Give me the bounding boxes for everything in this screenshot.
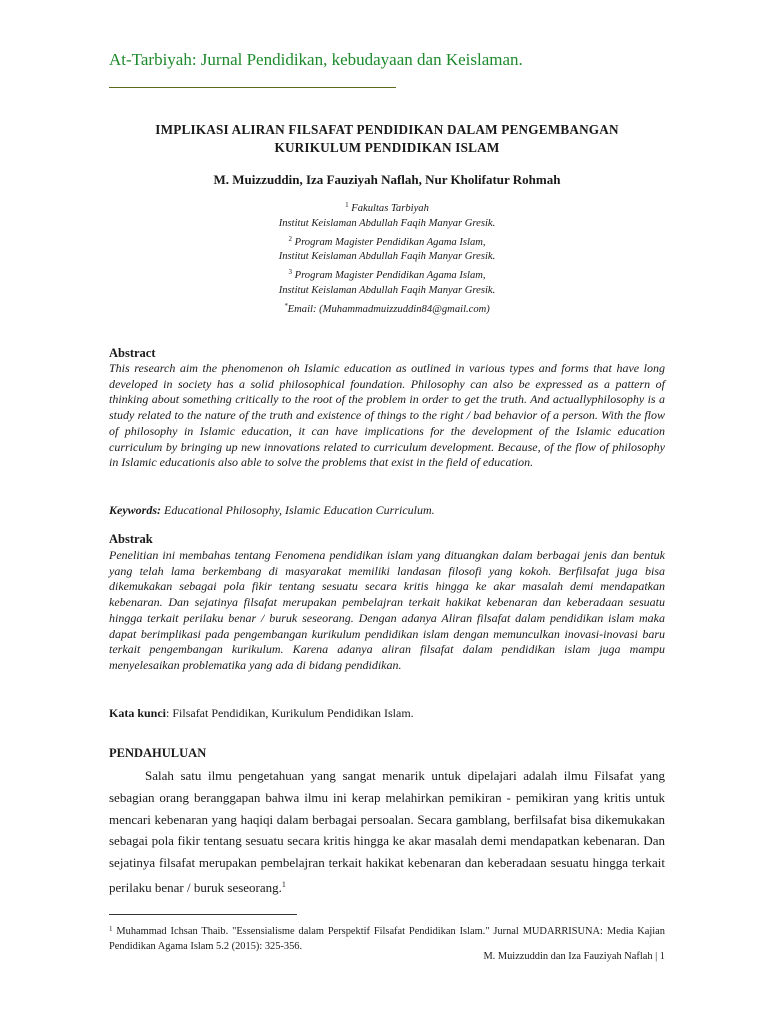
affiliation-3-institution: Institut Keislaman Abdullah Faqih Manyar Gresik. <box>278 284 496 296</box>
paper-title-line-2: KURIKULUM PENDIDIKAN ISLAM <box>274 140 500 155</box>
keywords-line <box>109 503 435 518</box>
footnote-ref-1[interactable]: 1 <box>281 879 286 889</box>
paper-title-line-1: IMPLIKASI ALIRAN FILSAFAT PENDIDIKAN DALAM PENGEMBANGAN <box>155 122 619 137</box>
corresponding-email <box>109 302 665 315</box>
footnote-text: Muhammad Ichsan Thaib. "Essensialisme dalam Perspektif Filsafat Pendidikan Islam." Jurnal MUDARRISUNA: Media Kajian Pendidikan Agama Islam 5.2 (2015): 325-356. <box>109 926 665 952</box>
email-mark: * <box>284 302 288 310</box>
footnote-number: 1 <box>109 925 113 933</box>
affiliation-2-institution: Institut Keislaman Abdullah Faqih Manyar Gresik. <box>278 251 496 263</box>
affiliation-3-name: $^3$ Program Magister Pendidikan Agama Islam, <box>288 268 486 282</box>
email-link[interactable]: Email: (Muhammadmuizzuddin84@gmail.com) <box>287 304 490 315</box>
abstract-heading: Abstract <box>109 346 156 360</box>
keywords-value: Educational Philosophy, Islamic Education Curriculum. <box>164 503 435 517</box>
journal-title: At-Tarbiyah: Jurnal Pendidikan, kebudayaan dan Keislaman. <box>109 50 523 69</box>
pendahuluan-paragraph <box>109 765 665 899</box>
keywords-label: Keywords: <box>109 503 161 517</box>
affiliations <box>109 198 665 299</box>
affiliation-1-institution: Institut Keislaman Abdullah Faqih Manyar Gresik. <box>278 217 496 229</box>
pendahuluan-heading: PENDAHULUAN <box>109 746 207 760</box>
affiliation-1-number: 1 <box>345 201 349 209</box>
abstrak-text: Penelitian ini membahas tentang Fenomena pendidikan islam yang dituangkan dalam berbagai jenis dan bentuk yang telah lama berkembang di masyarakat memiliki landasan filosofi yang kokoh. Berfilsafat juga bisa dikemukakan sebagai pola fikir tentang sesuatu secara kritis hingga ke akar masalah demi mendapatkan kebenaran. Dan sejatinya filsafat merupakan pembelajran terkait hakikat kebenaran dan keberadaan sesuatu hingga terkait perilaku benar / buruk seseorang. Dengan adanya Aliran filsafat dalam pendidikan islam maka dapat berimplikasi pada pengembangan kurikulum pendidikan islam dengan memunculkan inovasi-inovasi baru terkait pengembangan kurikulum. Karena adanya aliran filsafat dalam pendidikan islam juga mampu menyelesaikan problematika yang ada di bidang pendidikan. <box>109 548 665 672</box>
page-footer: M. Muizzuddin dan Iza Fauziyah Naflah | 1 <box>483 951 665 962</box>
kata-kunci-label: Kata kunci <box>109 706 167 720</box>
abstract-text: This research aim the phenomenon oh Islamic education as outlined in various types and forms that have long developed in society has a solid philosophical foundation. Philosophy can also be expressed as a pattern of thinking about something critically to the root of the problem in order to get the truth. And actuallyphilosophy is a study related to the nature of the truth and existence of things to the right / bad behavior of a person. With the flow of philosophy in Islamic education, it can have implications for the development of the Islamic education curriculum by bringing up new innovations related to curriculum development. Because, of the flow of philosophy in Islamic educationis also able to solve the problems that exist in the field of education. <box>109 361 665 470</box>
pendahuluan-text: Salah satu ilmu pengetahuan yang sangat menarik untuk dipelajari adalah ilmu Filsafat yang sebagian orang beranggapan bahwa ilmu ini kerap melahirkan pemikiran - pemikiran yang kritis untuk mencari kebenaran yang haqiqi dalam berbagai persoalan. Secara gamblang, berfilsafat bisa dikemukakan sebagai pola fikir tentang sesuatu secara kritis hingga ke akar masalah demi mendapatkan kebenaran. Dan sejatinya filsafat merupakan pembelajran terkait hakikat kebenaran dan keberadaan sesuatu hingga terkait perilaku benar / buruk seseorang. <box>109 768 665 895</box>
kata-kunci-value: : Filsafat Pendidikan, Kurikulum Pendidikan Islam. <box>166 706 414 720</box>
affiliation-1-name: $^1$ Fakultas Tarbiyah <box>345 201 429 214</box>
kata-kunci-line <box>109 706 414 721</box>
author-list: M. Muizzuddin, Iza Fauziyah Naflah, Nur Kholifatur Rohmah <box>213 172 561 187</box>
affiliation-2-number: 2 <box>288 234 292 243</box>
abstrak-heading: Abstrak <box>109 532 153 546</box>
paper-title <box>109 121 665 157</box>
affiliation-3-number: 3 <box>288 268 292 277</box>
footnote-rule <box>109 914 297 915</box>
journal-title-rule <box>109 87 396 88</box>
footnote-1 <box>109 922 665 954</box>
affiliation-2-name: $^2$ Program Magister Pendidikan Agama Islam, <box>288 234 486 248</box>
